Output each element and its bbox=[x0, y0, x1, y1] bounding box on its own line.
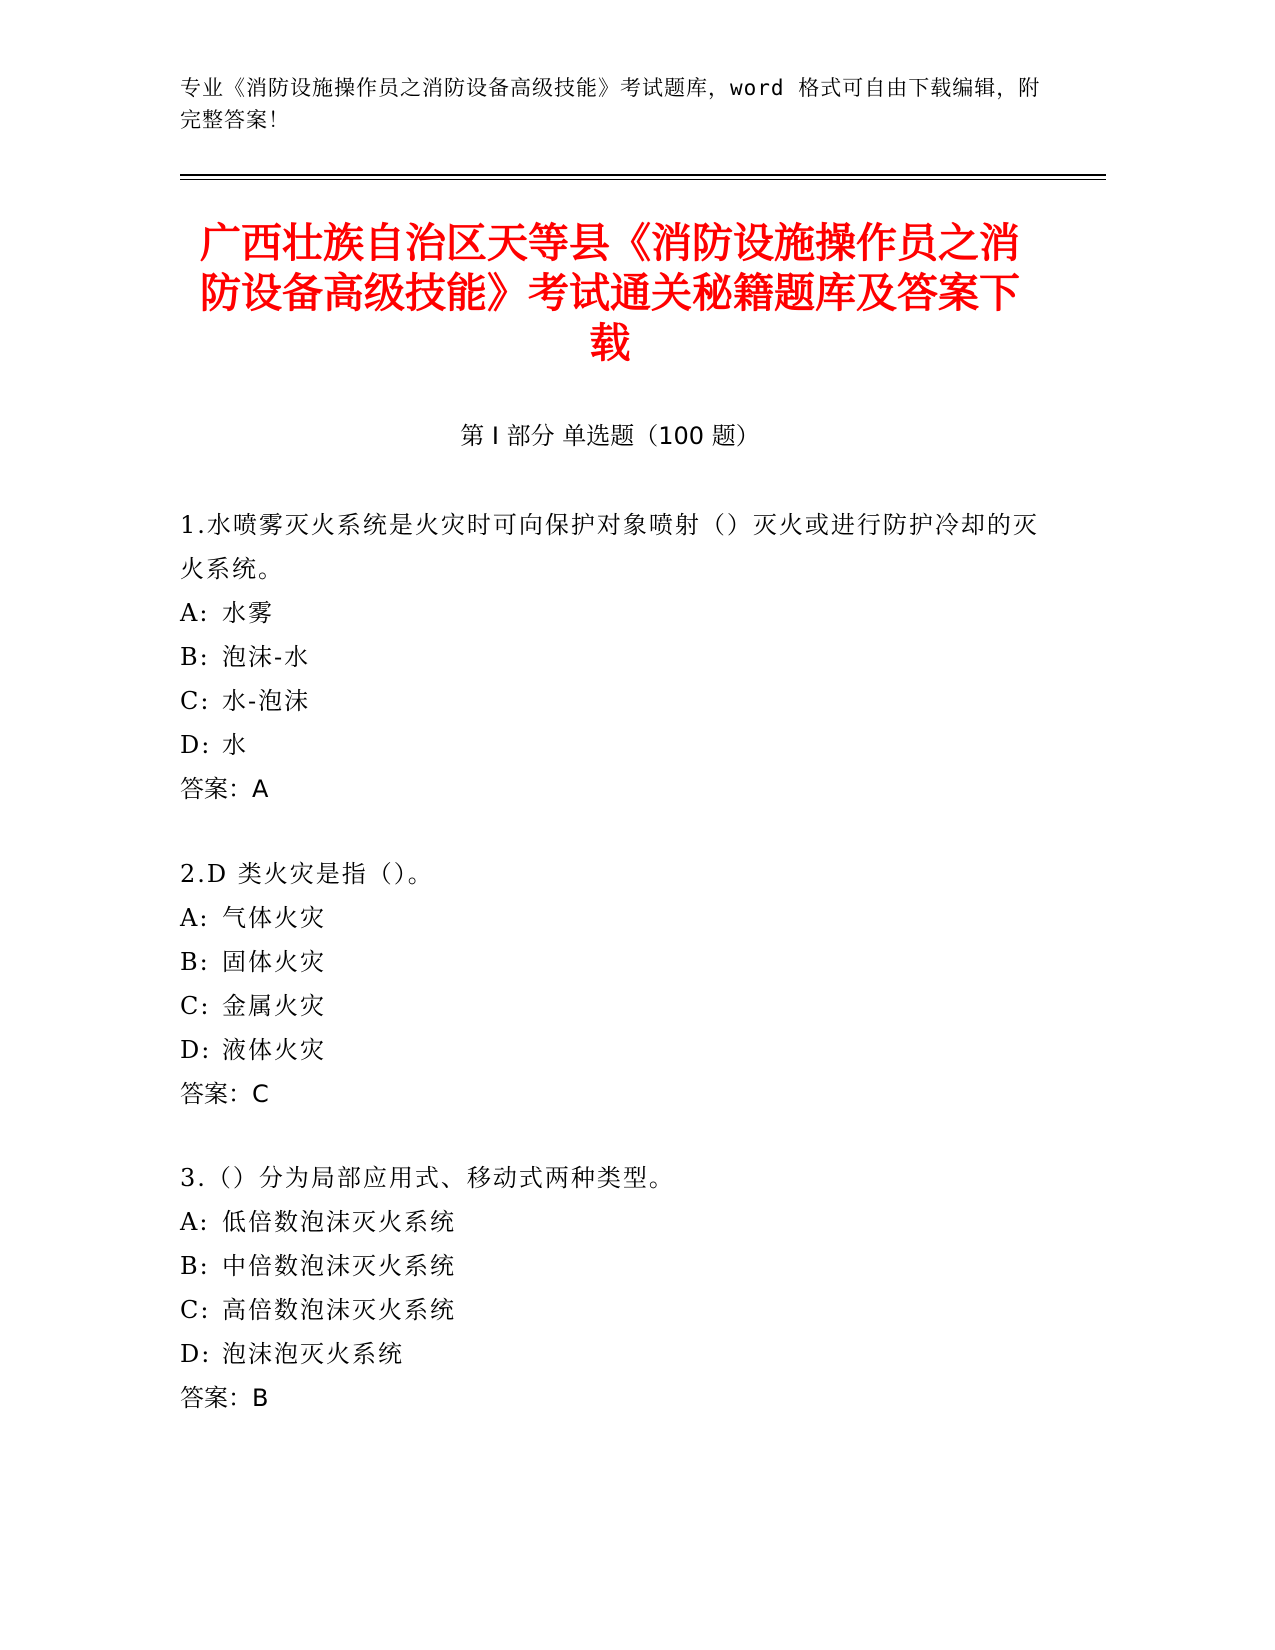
option-text: 水-泡沫 bbox=[222, 687, 311, 715]
option-text: 低倍数泡沫灭火系统 bbox=[222, 1208, 456, 1236]
section-heading: 第 I 部分 单选题（100 题） bbox=[460, 422, 760, 450]
option-text: 泡沫-水 bbox=[222, 643, 311, 671]
question-3 bbox=[180, 1156, 1060, 1420]
option-c bbox=[180, 679, 1060, 723]
option-text: 水 bbox=[222, 731, 248, 759]
option-b bbox=[180, 940, 1060, 984]
option-a bbox=[180, 1200, 1060, 1244]
option-key: A: bbox=[180, 599, 210, 627]
answer-label: 答案： bbox=[180, 775, 252, 803]
option-key: D: bbox=[180, 1340, 212, 1368]
option-key: B: bbox=[180, 948, 210, 976]
option-d bbox=[180, 1332, 1060, 1376]
header-divider-thin bbox=[180, 179, 1106, 180]
question-stem: 2.D 类火灾是指（）。 bbox=[180, 860, 434, 888]
question-1 bbox=[180, 503, 1060, 811]
option-key: D: bbox=[180, 1036, 212, 1064]
option-d bbox=[180, 1028, 1060, 1072]
option-key: A: bbox=[180, 1208, 210, 1236]
option-a bbox=[180, 896, 1060, 940]
option-key: C: bbox=[180, 992, 211, 1020]
option-b bbox=[180, 1244, 1060, 1288]
option-key: A: bbox=[180, 904, 210, 932]
option-text: 液体火灾 bbox=[222, 1036, 326, 1064]
answer-line bbox=[180, 1072, 1060, 1116]
option-text: 固体火灾 bbox=[222, 948, 326, 976]
answer-label: 答案： bbox=[180, 1384, 252, 1412]
option-key: C: bbox=[180, 687, 211, 715]
option-text: 水雾 bbox=[222, 599, 274, 627]
header-note: 专业《消防设施操作员之消防设备高级技能》考试题库，word 格式可自由下载编辑，附完整答案！ bbox=[180, 76, 1041, 132]
option-d bbox=[180, 723, 1060, 767]
option-text: 气体火灾 bbox=[222, 904, 326, 932]
option-b bbox=[180, 635, 1060, 679]
option-text: 泡沫泡灭火系统 bbox=[222, 1340, 404, 1368]
answer-value: B bbox=[252, 1384, 269, 1412]
answer-value: A bbox=[252, 775, 269, 803]
answer-value: C bbox=[252, 1080, 269, 1108]
option-c bbox=[180, 1288, 1060, 1332]
answer-line bbox=[180, 1376, 1060, 1420]
option-text: 高倍数泡沫灭火系统 bbox=[222, 1296, 456, 1324]
question-stem: 1.水喷雾灭火系统是火灾时可向保护对象喷射（）灭火或进行防护冷却的灭火系统。 bbox=[180, 511, 1039, 583]
option-key: B: bbox=[180, 643, 210, 671]
document-title: 广西壮族自治区天等县《消防设施操作员之消防设备高级技能》考试通关秘籍题库及答案下载 bbox=[200, 219, 1020, 367]
option-key: B: bbox=[180, 1252, 210, 1280]
answer-line bbox=[180, 767, 1060, 811]
question-2 bbox=[180, 852, 1060, 1116]
option-a bbox=[180, 591, 1060, 635]
answer-label: 答案： bbox=[180, 1080, 252, 1108]
option-c bbox=[180, 984, 1060, 1028]
option-text: 金属火灾 bbox=[222, 992, 326, 1020]
option-text: 中倍数泡沫灭火系统 bbox=[222, 1252, 456, 1280]
header-divider-thick bbox=[180, 174, 1106, 176]
question-stem: 3.（）分为局部应用式、移动式两种类型。 bbox=[180, 1164, 675, 1192]
option-key: D: bbox=[180, 731, 212, 759]
option-key: C: bbox=[180, 1296, 211, 1324]
